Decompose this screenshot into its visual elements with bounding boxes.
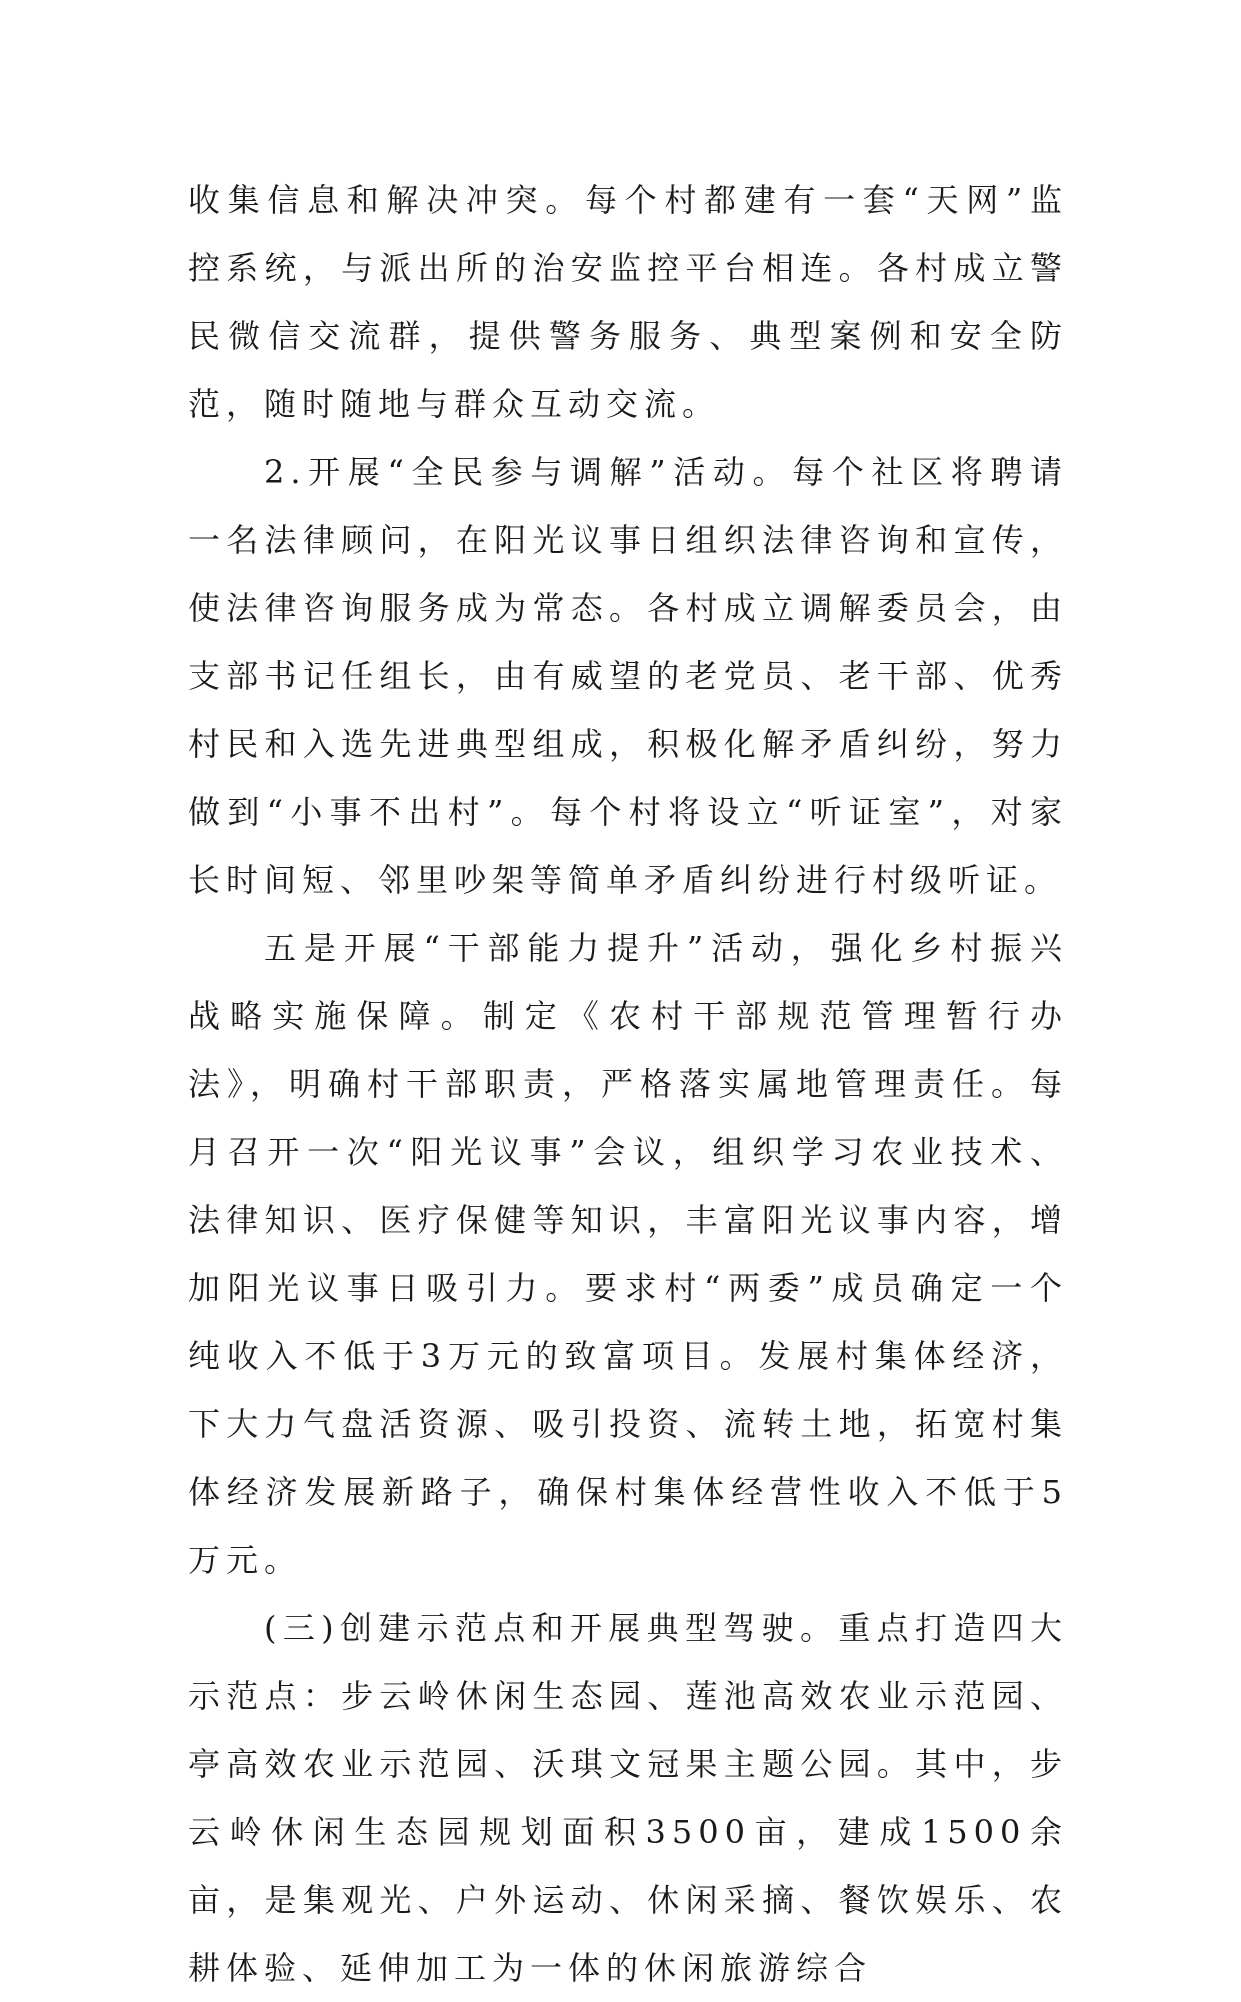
paragraph-2: 2.开展“全民参与调解”活动。每个社区将聘请一名法律顾问，在阳光议事日组织法律咨询和宣传，使法律咨询服务成为常态。各村成立调解委员会，由支部书记任组长，由有威望的老党员、老干部、优秀村民和入选先进典型组成，积极化解矛盾纠纷，努力做到“小事不出村”。每个村将设立“听证室”，对家长时间短、邻里吵架等简单矛盾纠纷进行村级听证。 [188, 453, 1068, 899]
paragraph-3: 五是开展“干部能力提升”活动，强化乡村振兴战略实施保障。制定《农村干部规范管理暂行办法》，明确村干部职责，严格落实属地管理责任。每月召开一次“阳光议事”会议，组织学习农业技术、法律知识、医疗保健等知识，丰富阳光议事内容，增加阳光议事日吸引力。要求村“两委”成员确定一个纯收入不低于3万元的致富项目。发展村集体经济，下大力气盘活资源、吸引投资、流转土地，拓宽村集体经济发展新路子，确保村集体经营性收入不低于5万元。 [188, 929, 1068, 1579]
paragraph-1: 收集信息和解决冲突。每个村都建有一套“天网”监控系统，与派出所的治安监控平台相连。各村成立警民微信交流群，提供警务服务、典型案例和安全防范，随时随地与群众互动交流。 [188, 181, 1068, 423]
document-body [188, 166, 1068, 2002]
paragraph-4: (三)创建示范点和开展典型驾驶。重点打造四大示范点：步云岭休闲生态园、莲池高效农业示范园、亭高效农业示范园、沃琪文冠果主题公园。其中，步云岭休闲生态园规划面积3500亩，建成1500余亩，是集观光、户外运动、休闲采摘、餐饮娱乐、农耕体验、延伸加工为一体的休闲旅游综合 [188, 1609, 1068, 1987]
